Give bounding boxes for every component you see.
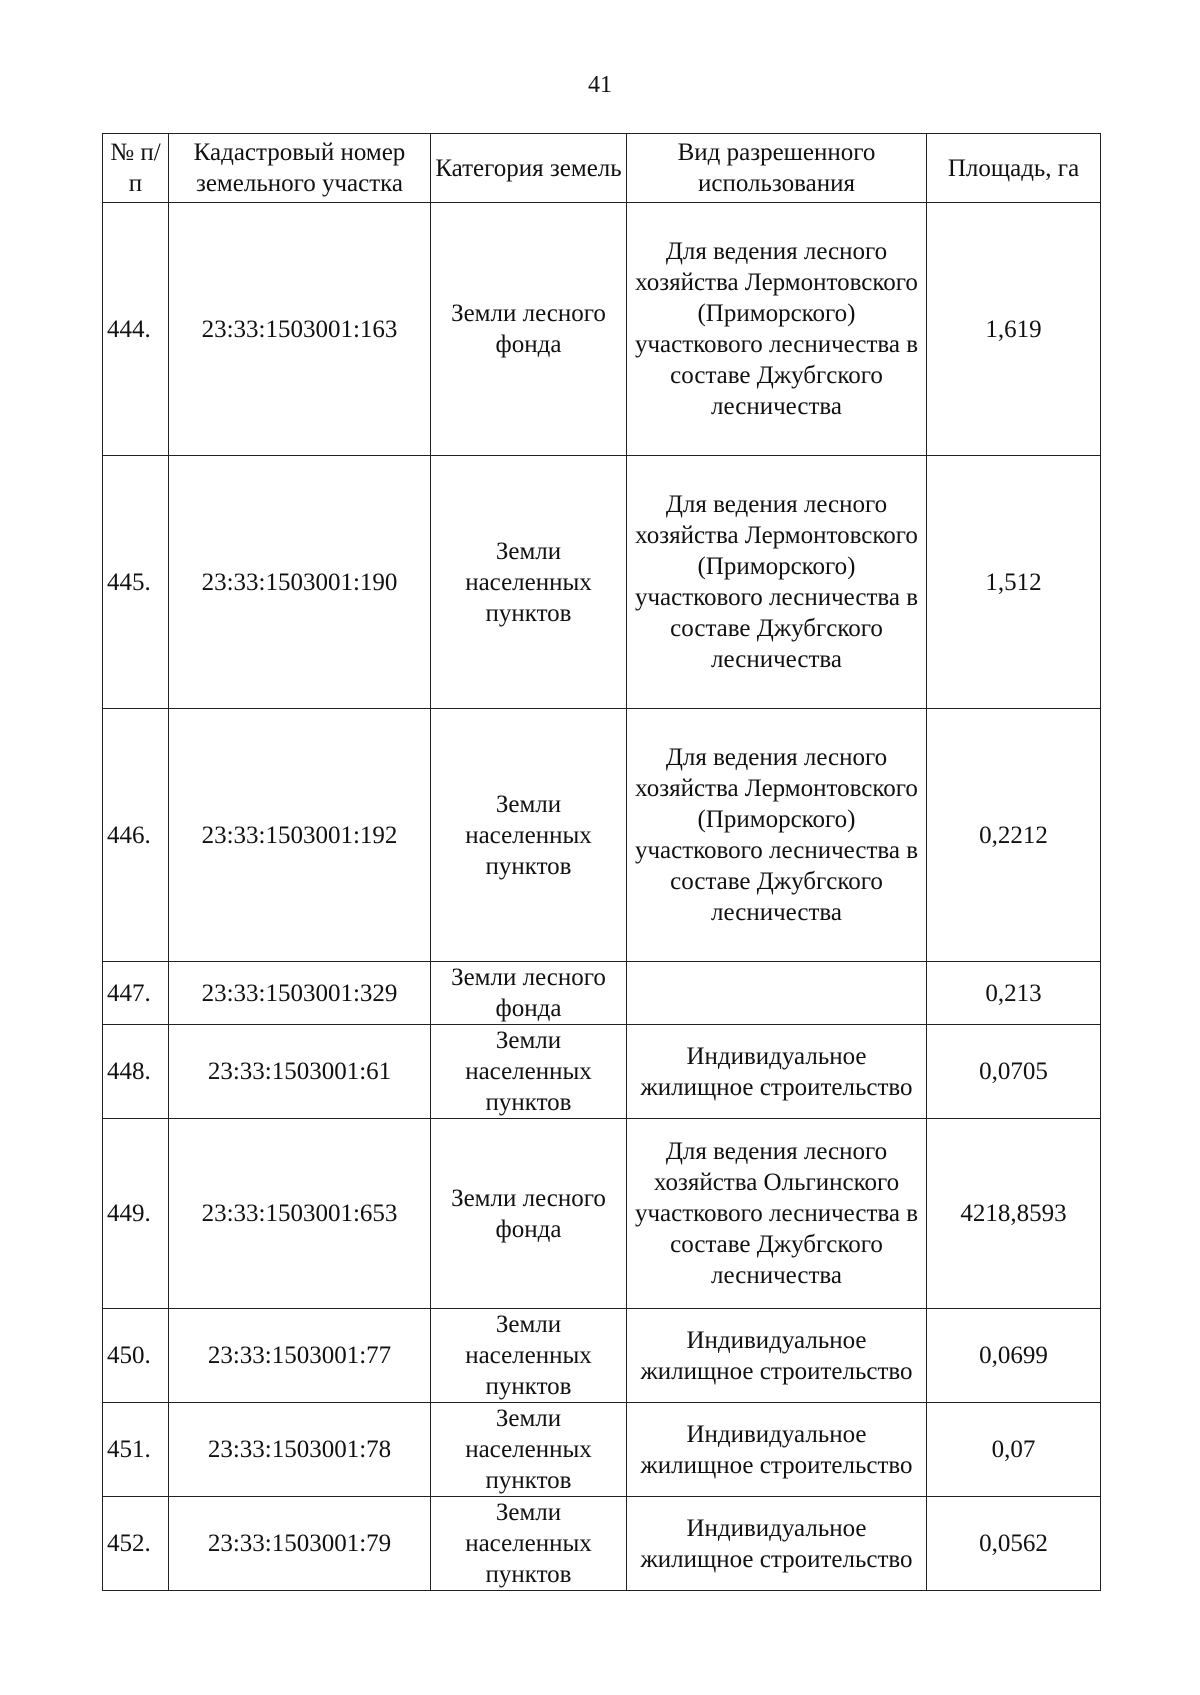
row-category: Земли населенных пунктов <box>431 1497 627 1591</box>
header-category: Категория земель <box>431 134 627 203</box>
row-num: 445. <box>103 456 169 709</box>
row-category: Земли населенных пунктов <box>431 1309 627 1403</box>
row-use <box>627 962 927 1025</box>
row-category: Земли населенных пунктов <box>431 1403 627 1497</box>
header-num: № п/п <box>103 134 169 203</box>
header-use: Вид разрешенного использования <box>627 134 927 203</box>
row-area: 0,2212 <box>927 709 1101 962</box>
table-row <box>103 1309 1101 1403</box>
row-num: 449. <box>103 1119 169 1309</box>
row-use: Для ведения лесного хозяйства Лермонтовского (Приморского) участкового лесничества в составе Джубгского лесничества <box>627 203 927 456</box>
row-area: 1,512 <box>927 456 1101 709</box>
row-area: 0,0699 <box>927 1309 1101 1403</box>
row-use: Для ведения лесного хозяйства Лермонтовского (Приморского) участкового лесничества в составе Джубгского лесничества <box>627 456 927 709</box>
row-cadastral: 23:33:1503001:163 <box>169 203 431 456</box>
row-use: Индивидуальное жилищное строительство <box>627 1497 927 1591</box>
table-row <box>103 1119 1101 1309</box>
row-area: 0,0562 <box>927 1497 1101 1591</box>
row-area: 0,0705 <box>927 1025 1101 1119</box>
row-num: 451. <box>103 1403 169 1497</box>
table-row <box>103 962 1101 1025</box>
row-category: Земли лесного фонда <box>431 1119 627 1309</box>
row-category: Земли населенных пунктов <box>431 456 627 709</box>
row-category: Земли населенных пунктов <box>431 1025 627 1119</box>
row-use: Для ведения лесного хозяйства Лермонтовского (Приморского) участкового лесничества в составе Джубгского лесничества <box>627 709 927 962</box>
row-area: 4218,8593 <box>927 1119 1101 1309</box>
row-cadastral: 23:33:1503001:192 <box>169 709 431 962</box>
table-row <box>103 456 1101 709</box>
page-number: 41 <box>588 72 612 98</box>
table-header-row <box>103 134 1101 203</box>
row-cadastral: 23:33:1503001:79 <box>169 1497 431 1591</box>
row-cadastral: 23:33:1503001:329 <box>169 962 431 1025</box>
row-use: Индивидуальное жилищное строительство <box>627 1309 927 1403</box>
row-num: 452. <box>103 1497 169 1591</box>
row-use: Для ведения лесного хозяйства Ольгинского участкового лесничества в составе Джубгского лесничества <box>627 1119 927 1309</box>
table-row <box>103 709 1101 962</box>
table-row <box>103 1025 1101 1119</box>
table-row <box>103 203 1101 456</box>
row-area: 0,213 <box>927 962 1101 1025</box>
row-num: 448. <box>103 1025 169 1119</box>
row-num: 446. <box>103 709 169 962</box>
row-num: 447. <box>103 962 169 1025</box>
row-cadastral: 23:33:1503001:190 <box>169 456 431 709</box>
row-use: Индивидуальное жилищное строительство <box>627 1025 927 1119</box>
row-cadastral: 23:33:1503001:78 <box>169 1403 431 1497</box>
row-category: Земли лесного фонда <box>431 962 627 1025</box>
row-cadastral: 23:33:1503001:61 <box>169 1025 431 1119</box>
row-cadastral: 23:33:1503001:77 <box>169 1309 431 1403</box>
row-category: Земли лесного фонда <box>431 203 627 456</box>
table-row <box>103 1497 1101 1591</box>
row-area: 1,619 <box>927 203 1101 456</box>
row-area: 0,07 <box>927 1403 1101 1497</box>
row-use: Индивидуальное жилищное строительство <box>627 1403 927 1497</box>
row-category: Земли населенных пунктов <box>431 709 627 962</box>
table-row <box>103 1403 1101 1497</box>
header-area: Площадь, га <box>927 134 1101 203</box>
header-cadastral: Кадастровый номер земельного участка <box>169 134 431 203</box>
row-cadastral: 23:33:1503001:653 <box>169 1119 431 1309</box>
row-num: 444. <box>103 203 169 456</box>
row-num: 450. <box>103 1309 169 1403</box>
land-plots-table <box>102 133 1101 1591</box>
